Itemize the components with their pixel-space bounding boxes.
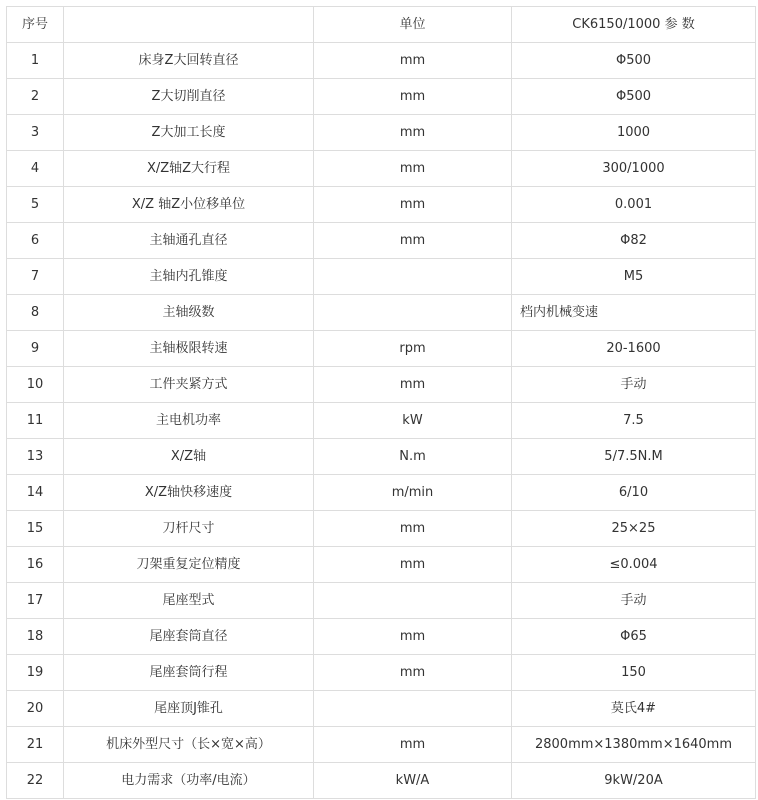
row-name: Z大切削直径 — [64, 79, 314, 115]
row-unit: mm — [314, 187, 512, 223]
row-index: 10 — [7, 367, 64, 403]
row-name: 电力需求（功率/电流） — [64, 763, 314, 799]
row-unit: mm — [314, 619, 512, 655]
row-index: 3 — [7, 115, 64, 151]
row-name: 刀架重复定位精度 — [64, 547, 314, 583]
row-value: 25×25 — [512, 511, 756, 547]
row-unit: N.m — [314, 439, 512, 475]
row-index: 20 — [7, 691, 64, 727]
row-index: 15 — [7, 511, 64, 547]
table-row — [7, 187, 756, 223]
table-row — [7, 367, 756, 403]
row-index: 22 — [7, 763, 64, 799]
table-row — [7, 727, 756, 763]
header-value: CK6150/1000 参 数 — [512, 7, 756, 43]
spec-table — [6, 6, 756, 799]
table-row — [7, 331, 756, 367]
row-unit: rpm — [314, 331, 512, 367]
table-row — [7, 151, 756, 187]
row-name: 主轴极限转速 — [64, 331, 314, 367]
spec-table-body — [7, 7, 756, 799]
table-row — [7, 547, 756, 583]
row-value: 0.001 — [512, 187, 756, 223]
row-value: 6/10 — [512, 475, 756, 511]
row-value: 手动 — [512, 367, 756, 403]
row-name: X/Z轴快移速度 — [64, 475, 314, 511]
row-unit: mm — [314, 115, 512, 151]
row-index: 9 — [7, 331, 64, 367]
row-unit — [314, 691, 512, 727]
table-row — [7, 691, 756, 727]
row-unit: kW — [314, 403, 512, 439]
row-index: 21 — [7, 727, 64, 763]
row-name: 床身Z大回转直径 — [64, 43, 314, 79]
row-value: 9kW/20A — [512, 763, 756, 799]
header-index: 序号 — [7, 7, 64, 43]
row-index: 4 — [7, 151, 64, 187]
row-unit: mm — [314, 655, 512, 691]
row-value: Φ65 — [512, 619, 756, 655]
table-row — [7, 403, 756, 439]
row-index: 17 — [7, 583, 64, 619]
row-index: 16 — [7, 547, 64, 583]
row-value: Φ82 — [512, 223, 756, 259]
row-index: 6 — [7, 223, 64, 259]
row-unit: mm — [314, 151, 512, 187]
header-unit: 单位 — [314, 7, 512, 43]
row-value: Φ500 — [512, 43, 756, 79]
row-value: 莫氏4# — [512, 691, 756, 727]
row-name: 主轴通孔直径 — [64, 223, 314, 259]
row-name: 尾座型式 — [64, 583, 314, 619]
table-row — [7, 43, 756, 79]
row-unit: mm — [314, 727, 512, 763]
row-index: 7 — [7, 259, 64, 295]
table-row — [7, 619, 756, 655]
row-name: 主轴级数 — [64, 295, 314, 331]
table-row — [7, 583, 756, 619]
row-value: 1000 — [512, 115, 756, 151]
row-unit: m/min — [314, 475, 512, 511]
row-unit: mm — [314, 511, 512, 547]
row-unit: mm — [314, 547, 512, 583]
row-index: 5 — [7, 187, 64, 223]
row-value: 7.5 — [512, 403, 756, 439]
row-unit — [314, 295, 512, 331]
row-index: 11 — [7, 403, 64, 439]
row-value: 手动 — [512, 583, 756, 619]
row-name: X/Z轴Z大行程 — [64, 151, 314, 187]
row-index: 2 — [7, 79, 64, 115]
header-name — [64, 7, 314, 43]
table-row — [7, 295, 756, 331]
row-name: 尾座顶J锥孔 — [64, 691, 314, 727]
table-row — [7, 79, 756, 115]
row-index: 14 — [7, 475, 64, 511]
row-name: 尾座套筒直径 — [64, 619, 314, 655]
row-index: 8 — [7, 295, 64, 331]
row-name: Z大加工长度 — [64, 115, 314, 151]
row-unit: mm — [314, 367, 512, 403]
row-name: 尾座套筒行程 — [64, 655, 314, 691]
row-value: ≤0.004 — [512, 547, 756, 583]
row-value: 5/7.5N.M — [512, 439, 756, 475]
row-name: X/Z 轴Z小位移单位 — [64, 187, 314, 223]
row-name: 工件夹紧方式 — [64, 367, 314, 403]
row-name: 刀杆尺寸 — [64, 511, 314, 547]
table-row — [7, 439, 756, 475]
table-row — [7, 475, 756, 511]
row-name: 机床外型尺寸（长×宽×高） — [64, 727, 314, 763]
row-unit: kW/A — [314, 763, 512, 799]
row-value: 150 — [512, 655, 756, 691]
row-unit — [314, 583, 512, 619]
table-row — [7, 115, 756, 151]
table-row — [7, 259, 756, 295]
row-unit: mm — [314, 223, 512, 259]
table-row — [7, 763, 756, 799]
row-value: 档内机械变速 — [512, 295, 756, 331]
table-row — [7, 223, 756, 259]
row-name: X/Z轴 — [64, 439, 314, 475]
row-value: 300/1000 — [512, 151, 756, 187]
row-unit — [314, 259, 512, 295]
row-name: 主电机功率 — [64, 403, 314, 439]
row-unit: mm — [314, 43, 512, 79]
row-value: Φ500 — [512, 79, 756, 115]
header-row — [7, 7, 756, 43]
row-unit: mm — [314, 79, 512, 115]
row-name: 主轴内孔锥度 — [64, 259, 314, 295]
row-index: 19 — [7, 655, 64, 691]
row-index: 1 — [7, 43, 64, 79]
row-value: 20-1600 — [512, 331, 756, 367]
table-row — [7, 511, 756, 547]
row-value: M5 — [512, 259, 756, 295]
row-index: 18 — [7, 619, 64, 655]
table-row — [7, 655, 756, 691]
row-index: 13 — [7, 439, 64, 475]
row-value: 2800mm×1380mm×1640mm — [512, 727, 756, 763]
